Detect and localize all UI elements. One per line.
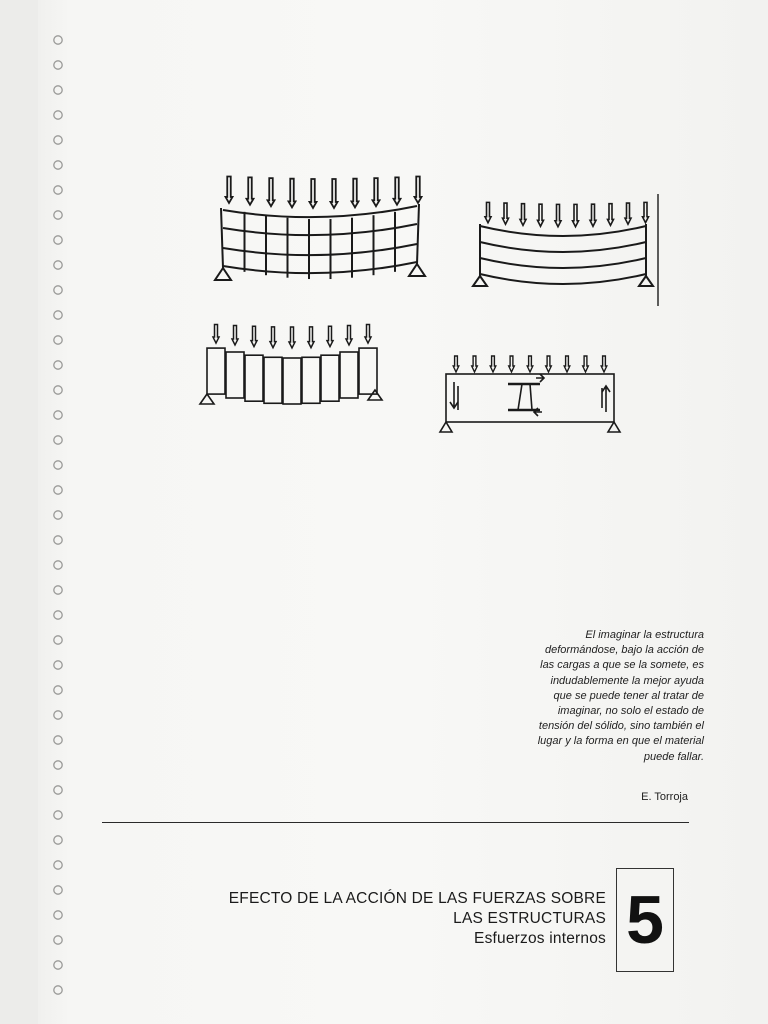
- binding-hole-icon: [54, 736, 62, 744]
- load-arrow-icon: [546, 356, 552, 372]
- binding-hole-icon: [54, 511, 62, 519]
- epigraph-quote: [440, 628, 704, 765]
- load-arrow-icon: [268, 178, 275, 206]
- quote-line: lugar y la forma en que el material: [537, 735, 704, 748]
- binding-hole-icon: [54, 61, 62, 69]
- load-arrow-icon: [573, 204, 579, 226]
- beam-layers-deformation: [468, 190, 668, 310]
- beam-grid-deformation: [205, 168, 445, 288]
- beam-internal-forces: [436, 350, 626, 440]
- load-arrow-icon: [583, 356, 589, 372]
- binding-hole-icon: [54, 861, 62, 869]
- spiral-binding: [0, 0, 70, 1024]
- binding-hole-icon: [54, 786, 62, 794]
- binding-hole-icon: [54, 836, 62, 844]
- binding-hole-icon: [54, 286, 62, 294]
- load-arrow-icon: [247, 177, 254, 204]
- beam-vertical-slices: [195, 318, 395, 418]
- load-arrow-icon: [625, 203, 631, 224]
- binding-hole-icon: [54, 211, 62, 219]
- binding-hole-icon: [54, 161, 62, 169]
- binding-hole-icon: [54, 911, 62, 919]
- load-arrow-icon: [643, 202, 649, 222]
- load-arrow-icon: [527, 356, 533, 372]
- load-arrow-icon: [601, 356, 607, 372]
- binding-hole-icon: [54, 661, 62, 669]
- quote-line: deformándose, bajo la acción de: [545, 644, 704, 657]
- chapter-title-line: EFECTO DE LA ACCIÓN DE LAS FUERZAS SOBRE: [228, 890, 606, 907]
- binding-hole-icon: [54, 761, 62, 769]
- load-arrow-icon: [232, 326, 238, 346]
- load-arrow-icon: [289, 179, 296, 208]
- chapter-number-box: [616, 868, 674, 972]
- load-arrow-icon: [289, 327, 295, 348]
- load-arrow-icon: [415, 176, 422, 202]
- load-arrow-icon: [352, 179, 359, 208]
- binding-hole-icon: [54, 186, 62, 194]
- load-arrow-icon: [327, 326, 333, 346]
- load-arrow-icon: [251, 326, 257, 346]
- load-arrow-icon: [520, 204, 526, 226]
- binding-hole-icon: [54, 711, 62, 719]
- load-arrow-icon: [490, 356, 496, 372]
- binding-hole-icon: [54, 86, 62, 94]
- load-arrow-icon: [373, 178, 380, 206]
- binding-hole-icon: [54, 686, 62, 694]
- horizontal-divider: [102, 822, 689, 823]
- load-arrow-icon: [394, 177, 401, 204]
- binding-hole-icon: [54, 411, 62, 419]
- binding-hole-icon: [54, 561, 62, 569]
- binding-hole-icon: [54, 811, 62, 819]
- load-arrow-icon: [365, 325, 371, 344]
- quote-line: El imaginar la estructura: [585, 629, 704, 641]
- load-arrow-icon: [555, 204, 561, 226]
- load-arrow-icon: [331, 179, 338, 208]
- load-arrow-icon: [485, 202, 491, 222]
- binding-hole-icon: [54, 111, 62, 119]
- chapter-title: [150, 889, 606, 949]
- load-arrow-icon: [270, 327, 276, 348]
- binding-hole-icon: [54, 936, 62, 944]
- binding-hole-icon: [54, 586, 62, 594]
- binding-hole-icon: [54, 136, 62, 144]
- quote-line: que se puede tener al tratar de: [553, 689, 704, 702]
- load-arrow-icon: [226, 176, 233, 202]
- binding-hole-icon: [54, 36, 62, 44]
- binding-hole-icon: [54, 261, 62, 269]
- binding-hole-icon: [54, 386, 62, 394]
- load-arrow-icon: [308, 327, 314, 348]
- binding-hole-icon: [54, 436, 62, 444]
- quote-author: E. Torroja: [641, 791, 688, 803]
- load-arrow-icon: [503, 203, 509, 224]
- load-arrow-icon: [538, 204, 544, 226]
- load-arrow-icon: [509, 356, 515, 372]
- binding-hole-icon: [54, 236, 62, 244]
- binding-hole-icon: [54, 886, 62, 894]
- load-arrow-icon: [213, 325, 219, 344]
- binding-hole-icon: [54, 336, 62, 344]
- quote-line: las cargas a que se la somete, es: [540, 659, 704, 672]
- binding-hole-icon: [54, 986, 62, 994]
- binding-hole-icon: [54, 486, 62, 494]
- binding-hole-icon: [54, 361, 62, 369]
- load-arrow-icon: [346, 326, 352, 346]
- load-arrow-icon: [590, 204, 596, 226]
- binding-hole-icon: [54, 961, 62, 969]
- quote-line: tensión del sólido, sino también el: [538, 720, 704, 733]
- binding-hole-icon: [54, 461, 62, 469]
- binding-hole-icon: [54, 636, 62, 644]
- quote-line: puede fallar.: [643, 750, 704, 763]
- binding-hole-icon: [54, 311, 62, 319]
- load-arrow-icon: [310, 179, 317, 208]
- load-arrow-icon: [453, 356, 459, 372]
- binding-hole-icon: [54, 611, 62, 619]
- binding-hole-icon: [54, 536, 62, 544]
- chapter-title-line: LAS ESTRUCTURAS: [453, 910, 606, 927]
- quote-line: indudablemente la mejor ayuda: [550, 674, 704, 687]
- quote-line: imaginar, no solo el estado de: [557, 705, 704, 718]
- chapter-subtitle: Esfuerzos internos: [474, 930, 606, 947]
- chapter-number: 5: [626, 882, 664, 958]
- load-arrow-icon: [564, 356, 570, 372]
- load-arrow-icon: [472, 356, 478, 372]
- load-arrow-icon: [608, 204, 614, 226]
